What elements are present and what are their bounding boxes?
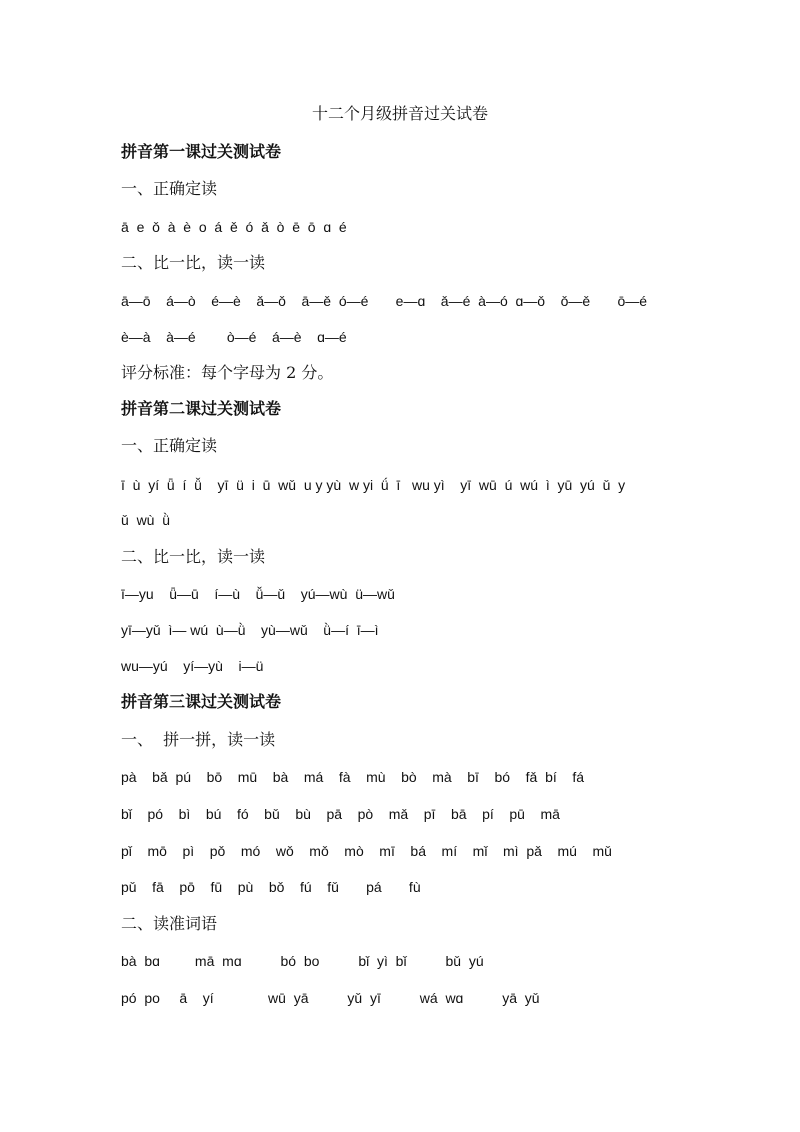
lesson2-heading: 拼音第二课过关测试卷 xyxy=(121,399,282,418)
lesson1-q2-title: 二、比一比，读一读 xyxy=(121,253,266,272)
lesson3-q2-line1: bà bɑ mā mɑ bó bo bǐ yì bǐ bǔ yú xyxy=(121,953,484,969)
lesson1-q2-line1: ā—ō á—ò é—è ǎ—ǒ ā—ě ó—é e—ɑ ǎ—é à—ó ɑ—ǒ ǒ—ě ō—é xyxy=(121,293,648,309)
lesson2-q2-line3: wu—yú yí—yù i—ü xyxy=(121,658,264,674)
lesson2-q1-line1: ī ù yí ǖ í ǚ yī ü i ū wǔ u y yù w yi ǘ ī wu yì yī wū ú wú ì yū yú ǔ y xyxy=(121,477,626,493)
lesson1-scoring: 评分标准：每个字母为 2 分。 xyxy=(121,363,334,382)
page-title: 十二个月级拼音过关试卷 xyxy=(311,104,488,123)
lesson2-q2-line1: ī—yu ǖ—ū í—ù ǚ—ǔ yú—wù ü—wǔ xyxy=(121,586,395,602)
lesson1-heading: 拼音第一课过关测试卷 xyxy=(121,142,282,161)
lesson2-q1-title: 一、正确定读 xyxy=(121,436,218,455)
lesson1-q1-line1: ā e ǒ à è o á ě ó ǎ ò ē ō ɑ é xyxy=(121,219,347,235)
lesson3-q2-line2: pó po ā yí wū yā yǔ yī wá wɑ yā yǔ xyxy=(121,990,540,1006)
lesson3-q1-line4: pǔ fā pō fū pù bǒ fú fǔ pá fù xyxy=(121,879,421,895)
lesson2-q2-title: 二、比一比，读一读 xyxy=(121,547,266,566)
lesson3-q1-line1: pà bǎ pú bō mū bà má fà mù bò mà bī bó fǎ bí fá xyxy=(121,769,584,785)
lesson1-q1-title: 一、正确定读 xyxy=(121,179,218,198)
lesson3-q1-line3: pǐ mō pì pǒ mó wǒ mǒ mò mī bá mí mǐ mì pǎ mú mǔ xyxy=(121,843,612,859)
lesson3-heading: 拼音第三课过关测试卷 xyxy=(121,692,282,711)
lesson3-q1-title: 一、 拼一拼，读一读 xyxy=(121,730,276,749)
lesson3-q2-title: 二、读准词语 xyxy=(121,914,218,933)
lesson3-q1-line2: bǐ pó bì bú fó bǔ bù pā pò mǎ pī bā pí pū mā xyxy=(121,806,560,822)
lesson2-q1-line2: ǔ wù ǜ xyxy=(121,512,171,528)
lesson1-q2-line2: è—à à—é ò—é á—è ɑ—é xyxy=(121,329,347,345)
lesson2-q2-line2: yī—yǔ ì— wú ù—ǜ yù—wǔ ǜ—í ī—ì xyxy=(121,622,379,638)
